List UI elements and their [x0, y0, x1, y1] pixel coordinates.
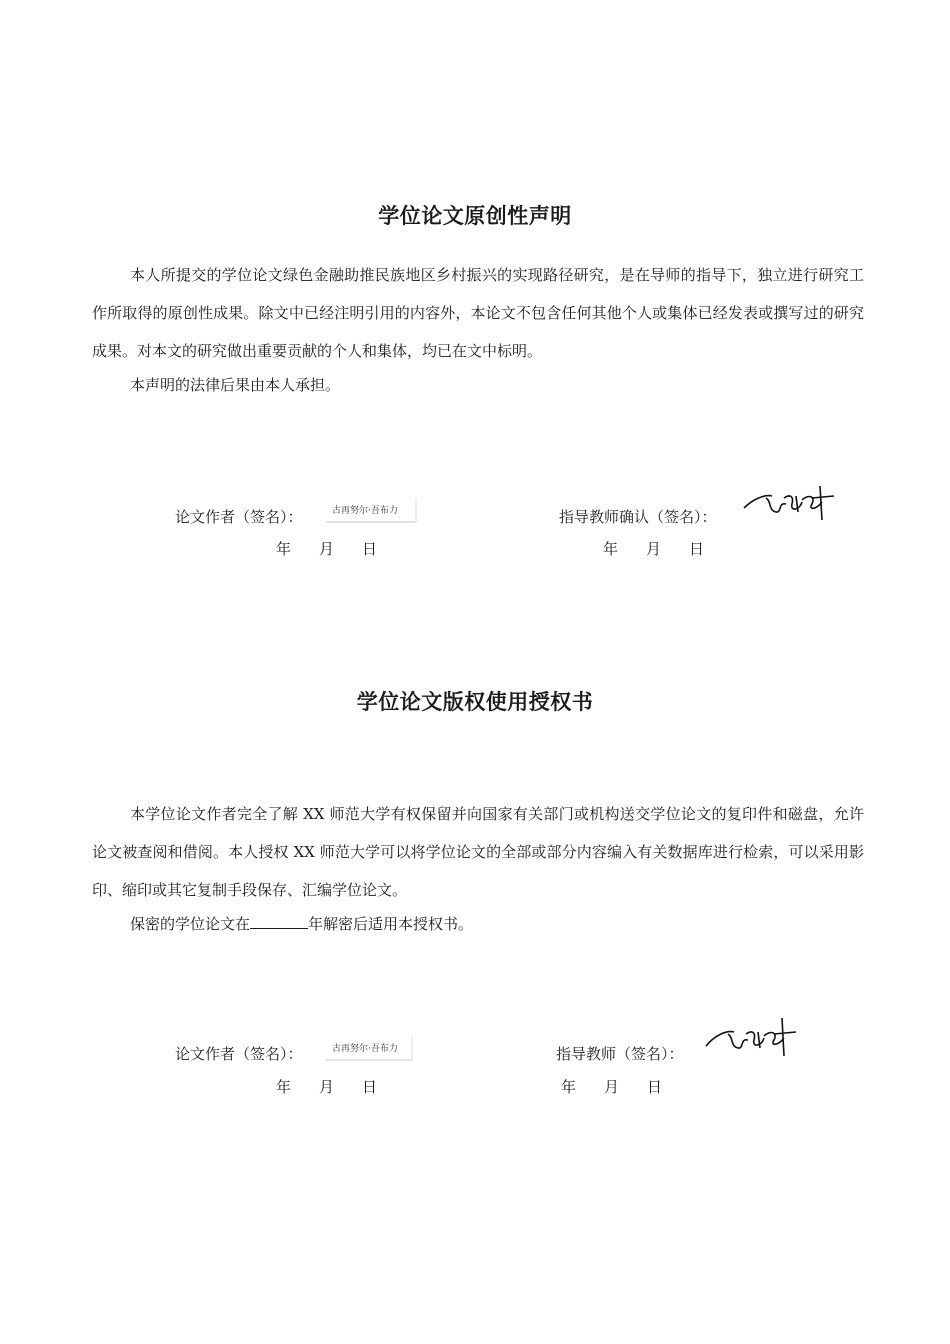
copyright-advisor-date	[561, 1076, 662, 1097]
originality-advisor-date-day: 日	[689, 540, 705, 558]
copyright-paragraph-2	[92, 909, 864, 939]
copyright-advisor-label: 指导教师（签名）：	[556, 1045, 684, 1063]
copyright-author-date-day: 日	[362, 1078, 378, 1096]
originality-title: 学位论文原创性声明	[378, 204, 572, 228]
originality-paragraph-2: 本声明的法律后果由本人承担。	[130, 376, 341, 394]
copyright-author-signature-text: 古再努尔·吾布力	[332, 1044, 398, 1054]
copyright-title: 学位论文版权使用授权书	[356, 690, 594, 714]
copyright-paragraph-1: 本学位论文作者完全了解 XX 师范大学有权保留并向国家有关部门或机构送交学位论文的复印件和磁盘，允许论文被查阅和借阅。本人授权 XX 师范大学可以将学位论文的全部或部分内容编入有关数据库进行检索，可以采用影印、缩印或其它复制手段保存、汇编学位论文。	[92, 805, 864, 899]
copyright-year-blank	[250, 914, 308, 929]
originality-author-date-year: 年	[276, 540, 292, 558]
copyright-advisor-date-month: 月	[604, 1078, 620, 1096]
originality-author-signature	[324, 497, 418, 523]
copyright-author-label: 论文作者（签名）：	[175, 1045, 303, 1063]
originality-advisor-label: 指导教师确认（签名）：	[559, 508, 717, 526]
copyright-advisor-date-year: 年	[561, 1078, 577, 1096]
originality-advisor-signature	[742, 480, 838, 522]
copyright-author-date	[276, 1076, 377, 1097]
copyright-paragraph-2-suffix: 年解密后适用本授权书。	[308, 915, 474, 933]
originality-advisor-date-month: 月	[646, 540, 662, 558]
originality-paragraph-1: 本人所提交的学位论文绿色金融助推民族地区乡村振兴的实现路径研究，是在导师的指导下，独立进行研究工作所取得的原创性成果。除文中已经注明引用的内容外，本论文不包含任何其他个人或集体已经发表或撰写过的研究成果。对本文的研究做出重要贡献的个人和集体，均已在文中标明。	[92, 266, 864, 360]
originality-author-date-day: 日	[362, 540, 378, 558]
originality-advisor-date	[603, 538, 704, 559]
copyright-body	[92, 795, 864, 939]
originality-author-date-month: 月	[319, 540, 335, 558]
originality-author-signature-text: 古再努尔·吾布力	[332, 506, 398, 516]
copyright-author-signature	[324, 1035, 414, 1061]
copyright-advisor-signature	[704, 1012, 800, 1058]
originality-author-label: 论文作者（签名）：	[175, 508, 303, 526]
originality-advisor-date-year: 年	[603, 540, 619, 558]
copyright-paragraph-2-prefix: 保密的学位论文在	[130, 915, 251, 933]
copyright-advisor-date-day: 日	[647, 1078, 663, 1096]
originality-body	[92, 256, 864, 400]
copyright-author-date-year: 年	[276, 1078, 292, 1096]
originality-author-date	[276, 538, 377, 559]
copyright-author-date-month: 月	[319, 1078, 335, 1096]
